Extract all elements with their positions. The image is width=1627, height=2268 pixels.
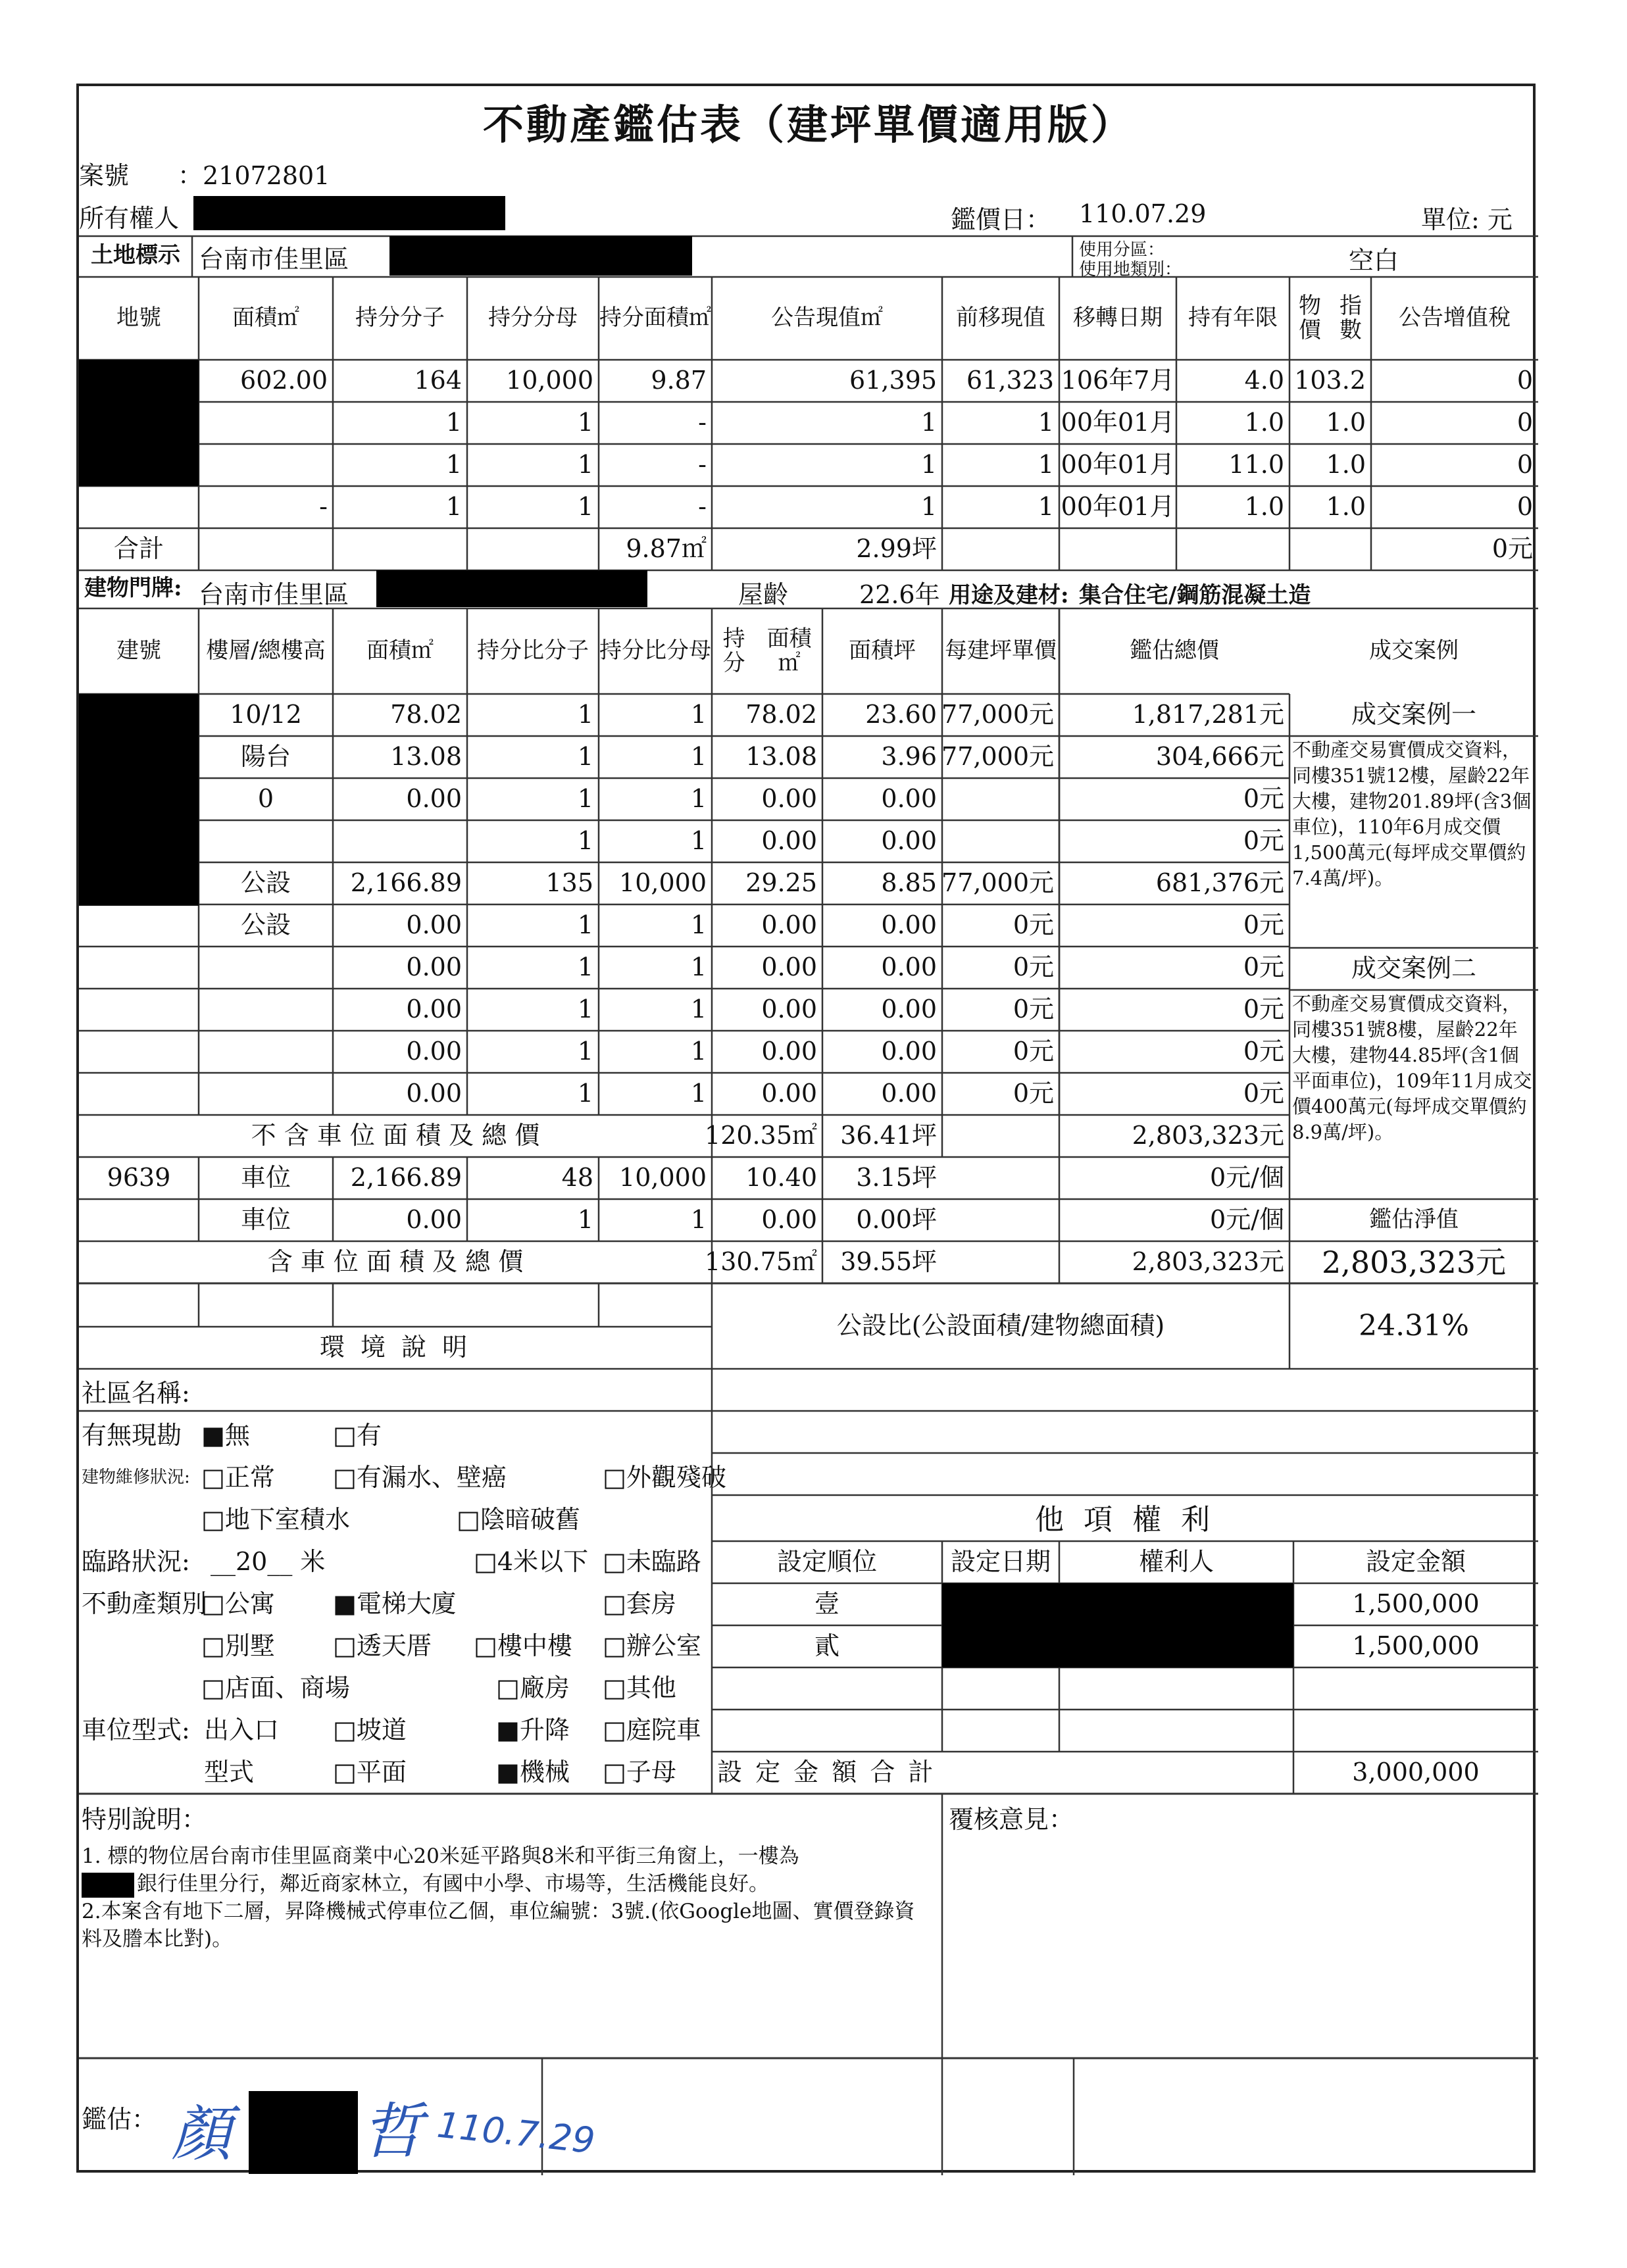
environment-title: 環 境 說 明 <box>319 1333 472 1362</box>
type-shop: □店面、商場 <box>201 1673 350 1702</box>
maintenance-basement: □地下室積水 <box>201 1505 350 1534</box>
land-cell: 4.0 <box>1244 366 1284 395</box>
building-cell: 1 <box>577 784 593 814</box>
building-cell: 681,376元 <box>1155 868 1284 898</box>
land-cell: 1.0 <box>1326 450 1366 480</box>
case-number: ：21072801 <box>178 161 330 190</box>
maintenance-label: 建物維修狀況: <box>82 1467 190 1487</box>
building-header: 持分 面積㎡ <box>722 625 812 676</box>
land-cell: - <box>698 450 707 480</box>
building-cell: 304,666元 <box>1155 742 1284 772</box>
land-header: 前移現值 <box>956 305 1045 332</box>
building-cell: 1 <box>577 910 593 940</box>
rights-title: 他 項 權 利 <box>1035 1502 1215 1537</box>
land-cell: - <box>698 408 707 437</box>
building-cell: 23.60 <box>865 700 937 729</box>
land-cell: 0 <box>1516 366 1533 395</box>
building-cell: 2,166.89 <box>350 868 462 898</box>
land-cell: 1 <box>1038 408 1054 437</box>
road-under4: □4米以下 <box>474 1547 589 1576</box>
redaction-building-number <box>79 694 199 906</box>
land-total-label: 合計 <box>113 534 164 564</box>
building-cell: 0.00 <box>881 1037 937 1066</box>
land-header: 面積㎡ <box>232 305 299 332</box>
land-cell: 10,000 <box>506 366 593 395</box>
building-cell: 0.00 <box>881 910 937 940</box>
zone-value: 空白 <box>1349 246 1399 275</box>
special-line1: 1. 標的物位居台南市佳里區商業中心20米延平路與8米和平街三角窗上，一樓為 <box>82 1844 799 1868</box>
building-cell: 0元 <box>1013 1037 1054 1066</box>
case1-title: 成交案例一 <box>1351 700 1476 729</box>
building-cell <box>79 947 199 989</box>
type-villa: □別墅 <box>201 1631 275 1660</box>
building-header: 鑑估總價 <box>1130 637 1219 664</box>
building-cell: 0.00 <box>761 1079 817 1108</box>
building-cell: 公設 <box>240 868 291 898</box>
parking-cell: 3.15坪 <box>856 1163 937 1193</box>
building-cell: 公設 <box>240 910 291 940</box>
maintenance-exterior: □外觀殘破 <box>603 1463 726 1492</box>
subtotal-excl-ping: 36.41坪 <box>840 1121 937 1150</box>
building-cell <box>199 1073 333 1115</box>
building-header: 樓層/ 總樓高 <box>206 637 326 664</box>
special-line2: 銀行佳里分行，鄰近商家林立，有國中小學、市場等，生活機能良好。 <box>137 1872 769 1896</box>
land-cell <box>79 486 199 528</box>
owner-label: 所有權人 <box>79 204 180 233</box>
building-cell: 1 <box>690 995 707 1024</box>
land-cell: 11.0 <box>1228 450 1284 480</box>
building-cell: 0.00 <box>406 995 462 1024</box>
redaction-appraiser-name <box>249 2091 358 2174</box>
building-cell: 陽台 <box>240 742 291 772</box>
building-cell: 1 <box>690 910 707 940</box>
parking-cell: 2,166.89 <box>350 1163 462 1193</box>
land-cell: 1 <box>1038 450 1054 480</box>
parking-mechanical: ■機械 <box>496 1758 570 1787</box>
land-total-tax: 0元 <box>1491 534 1533 564</box>
valuation-date-label: 鑑價日： <box>951 205 1051 234</box>
building-cell: 78.02 <box>390 700 462 729</box>
property-type-label: 不動產類別 <box>82 1589 207 1618</box>
maintenance-leak: □有漏水、壁癌 <box>333 1463 507 1492</box>
appraiser-label: 鑑估： <box>82 2105 157 2134</box>
subtotal-incl-area: 130.75㎡ <box>705 1247 817 1277</box>
inspection-yes: □有 <box>333 1421 382 1450</box>
parking-cell: 1 <box>690 1205 707 1235</box>
parking-ramp: □坡道 <box>333 1715 407 1744</box>
type-elevator: ■電梯大廈 <box>333 1589 457 1618</box>
building-cell: 0.00 <box>761 952 817 982</box>
age-value: 22.6年 <box>859 580 940 609</box>
land-cell: 1.0 <box>1244 492 1284 522</box>
parking-cell: 0元/個 <box>1210 1163 1284 1193</box>
appraiser-signature-1: 顏 <box>171 2099 232 2169</box>
building-cell: 0.00 <box>881 826 937 856</box>
land-cell: 1 <box>920 408 937 437</box>
land-cell: 164 <box>414 366 462 395</box>
building-label: 建物門牌: <box>84 575 182 602</box>
parking-tandem: □子母 <box>603 1758 676 1787</box>
case2-title: 成交案例二 <box>1351 954 1476 983</box>
building-cell <box>79 1031 199 1073</box>
parking-cell: 車位 <box>240 1205 291 1235</box>
land-header: 持有 年限 <box>1188 305 1278 332</box>
unit-label: 單位: 元 <box>1421 205 1513 234</box>
land-cell: 103.2 <box>1294 366 1366 395</box>
parking-access-label: 出入口 <box>204 1715 280 1744</box>
building-cell: 1 <box>577 700 593 729</box>
land-cell: 1.0 <box>1326 492 1366 522</box>
type-factory: □廠房 <box>496 1673 570 1702</box>
building-cell: 1 <box>690 826 707 856</box>
building-cell: 1 <box>690 952 707 982</box>
building-cell: 0元 <box>1243 995 1284 1024</box>
land-header: 地號 <box>116 305 161 332</box>
building-cell: 13.08 <box>390 742 462 772</box>
parking-lift: ■升降 <box>496 1715 570 1744</box>
parking-cell: 0元/個 <box>1210 1205 1284 1235</box>
redaction-rights-holder <box>942 1583 1293 1667</box>
building-cell: 0.00 <box>406 784 462 814</box>
public-ratio-value: 24.31% <box>1359 1308 1469 1343</box>
building-cell <box>333 820 467 862</box>
valuation-date: 110.07.29 <box>1079 199 1207 228</box>
building-header: 面積 坪 <box>849 637 916 664</box>
redaction-land-address <box>389 236 692 276</box>
land-cell: 1 <box>577 450 593 480</box>
building-cell <box>79 989 199 1031</box>
land-cell: 1.0 <box>1326 408 1366 437</box>
inspection-none: ■無 <box>201 1421 250 1450</box>
case1-text: 不動產交易實價成交資料，同樓351號12樓，屋齡22年大樓，建物201.89坪(含3個車位)，110年6月成交價1,500萬元(每坪成交單價約7.4萬/坪)。 <box>1292 739 1532 889</box>
building-cell: 29.25 <box>745 868 817 898</box>
type-other: □其他 <box>603 1673 676 1702</box>
building-cell: 0.00 <box>406 910 462 940</box>
zone-label-2: 使用地類別： <box>1079 260 1182 280</box>
parking-flat: □平面 <box>333 1758 407 1787</box>
building-cell: 0.00 <box>761 826 817 856</box>
subtotal-excl-total: 2,803,323元 <box>1132 1121 1284 1150</box>
land-cell: 1 <box>445 450 462 480</box>
type-suite: □套房 <box>603 1589 676 1618</box>
building-cell <box>199 989 333 1031</box>
building-cell: 1 <box>690 742 707 772</box>
land-header: 持分面積 ㎡ <box>599 305 711 332</box>
building-header: 建號 <box>116 637 161 664</box>
parking-cell: 9639 <box>107 1163 171 1193</box>
building-cell: 0元 <box>1013 995 1054 1024</box>
building-cell: 0.00 <box>761 910 817 940</box>
land-total-ping: 2.99坪 <box>856 534 937 564</box>
rights-total-value: 3,000,000 <box>1352 1758 1480 1787</box>
road-none: □未臨路 <box>603 1547 701 1576</box>
building-cell: 13.08 <box>745 742 817 772</box>
land-header: 持分 分子 <box>355 305 445 332</box>
rights-cell: 1,500,000 <box>1352 1631 1480 1661</box>
building-cell: 0元 <box>1243 784 1284 814</box>
parking-type-label: 車位型式: <box>82 1715 190 1744</box>
parking-cell: 48 <box>561 1163 593 1193</box>
use-label: 用途及建材: <box>949 582 1069 608</box>
building-header: 每建坪 單價 <box>945 637 1057 664</box>
subtotal-excl-label: 不 含 車 位 面 積 及 總 價 <box>251 1121 540 1150</box>
building-cell <box>199 820 333 862</box>
public-ratio-label: 公設比(公設面積/建物總面積) <box>836 1311 1165 1341</box>
building-cell: 0元 <box>1013 952 1054 982</box>
building-address: 台南市佳里區 <box>199 580 349 609</box>
parking-yard: □庭院車 <box>603 1715 701 1744</box>
rights-header: 設定金額 <box>1365 1547 1466 1577</box>
building-cell: 1 <box>690 700 707 729</box>
building-cell <box>199 947 333 989</box>
building-cell: 0.00 <box>881 952 937 982</box>
land-cell: 1.0 <box>1244 408 1284 437</box>
building-cell: 77,000元 <box>941 742 1054 772</box>
land-cell: 1 <box>445 492 462 522</box>
parking-cell: 0.00 <box>406 1205 462 1235</box>
land-address: 台南市佳里區 <box>199 245 349 274</box>
parking-cell: 車位 <box>240 1163 291 1193</box>
building-cell: 1 <box>577 826 593 856</box>
parking-cell: 10.40 <box>745 1163 817 1193</box>
building-cell: 1 <box>577 742 593 772</box>
building-cell <box>942 820 1059 862</box>
net-value: 2,803,323元 <box>1321 1244 1507 1280</box>
building-cell: 1 <box>577 1037 593 1066</box>
building-cell: 135 <box>545 868 593 898</box>
community-label: 社區名稱: <box>82 1379 190 1408</box>
building-header: 成交案例 <box>1369 637 1459 664</box>
land-cell: 602.00 <box>240 366 328 395</box>
building-cell: 0元 <box>1013 910 1054 940</box>
building-cell: 0元 <box>1243 1037 1284 1066</box>
building-cell: 77,000元 <box>941 868 1054 898</box>
building-cell <box>79 904 199 947</box>
building-cell: 0 <box>257 784 274 814</box>
case-label: 案號 <box>79 161 130 190</box>
building-cell: 10/12 <box>230 700 302 729</box>
building-cell: 1 <box>690 784 707 814</box>
parking-cell <box>79 1199 199 1241</box>
building-cell: 1 <box>577 995 593 1024</box>
rights-header: 設定順位 <box>776 1547 877 1577</box>
case2-text: 不動產交易實價成交資料，同樓351號8樓，屋齡22年大樓，建物44.85坪(含1個平面車位)，109年11月成交價400萬元(每坪成交單價約8.9萬/坪)。 <box>1292 993 1532 1143</box>
appraiser-signature-2: 哲 <box>362 2096 423 2167</box>
age-label: 屋齡 <box>738 580 789 609</box>
redaction-owner <box>193 196 505 230</box>
land-cell: - <box>698 492 707 522</box>
building-cell: 0元 <box>1243 1079 1284 1108</box>
subtotal-incl-label: 含 車 位 面 積 及 總 價 <box>267 1247 524 1277</box>
building-cell <box>942 778 1059 820</box>
building-cell: 0元 <box>1243 910 1284 940</box>
land-cell: 00年01月 <box>1061 450 1175 480</box>
review-title: 覆核意見： <box>949 1805 1074 1834</box>
land-cell: 106年7月 <box>1061 366 1175 395</box>
rights-header: 權利人 <box>1138 1547 1214 1577</box>
net-value-label: 鑑估淨值 <box>1369 1206 1459 1233</box>
land-header: 公告現值㎡ <box>771 305 883 332</box>
land-total-area: 9.87㎡ <box>626 534 707 564</box>
building-header: 持分比 分子 <box>477 637 589 664</box>
inspection-label: 有無現勘 <box>82 1421 182 1450</box>
land-cell: 1 <box>445 408 462 437</box>
building-cell: 0.00 <box>406 1079 462 1108</box>
land-cell: 1 <box>920 492 937 522</box>
redaction-building-address <box>376 570 647 607</box>
redaction-land-number <box>79 360 199 486</box>
building-cell: 1 <box>690 1037 707 1066</box>
rights-cell: 1,500,000 <box>1352 1589 1480 1619</box>
land-cell: 00年01月 <box>1061 492 1175 522</box>
redaction-bank <box>82 1873 134 1898</box>
use-value: 集合住宅/鋼筋混凝土造 <box>1079 582 1311 608</box>
land-header: 物價 指數 <box>1299 292 1362 343</box>
land-cell: 1 <box>1038 492 1054 522</box>
building-cell: 0.00 <box>881 784 937 814</box>
building-cell <box>79 1073 199 1115</box>
land-cell: 9.87 <box>651 366 707 395</box>
land-label: 土地標示 <box>91 242 180 269</box>
rights-cell: 壹 <box>814 1589 839 1619</box>
land-header: 公告 增值稅 <box>1399 305 1511 332</box>
type-townhouse: □透天厝 <box>333 1631 432 1660</box>
type-apartment: □公寓 <box>201 1589 275 1618</box>
building-cell: 0元 <box>1243 826 1284 856</box>
building-cell: 1 <box>690 1079 707 1108</box>
parking-cell: 1 <box>577 1205 593 1235</box>
subtotal-excl-area: 120.35㎡ <box>705 1121 817 1150</box>
zone-label-1: 使用分區： <box>1079 240 1165 260</box>
building-cell: 0.00 <box>406 952 462 982</box>
building-cell: 0元 <box>1243 952 1284 982</box>
land-header: 移轉日期 <box>1073 305 1163 332</box>
type-loft: □樓中樓 <box>474 1631 572 1660</box>
land-cell <box>199 444 333 486</box>
land-cell: 61,323 <box>966 366 1054 395</box>
land-cell: 1 <box>577 492 593 522</box>
special-line3: 2.本案含有地下二層，昇降機械式停車位乙個，車位編號：3號.(依Google地圖、實價登錄資料及謄本比對)。 <box>82 1900 915 1951</box>
building-cell: 0.00 <box>881 1079 937 1108</box>
building-cell: 78.02 <box>745 700 817 729</box>
building-cell: 1 <box>577 1079 593 1108</box>
land-cell: 1 <box>577 408 593 437</box>
building-cell: 0.00 <box>406 1037 462 1066</box>
land-cell: 0 <box>1516 408 1533 437</box>
rights-cell: 貳 <box>814 1631 839 1661</box>
road-width: __20__ 米 <box>211 1547 326 1576</box>
subtotal-incl-ping: 39.55坪 <box>840 1247 937 1277</box>
land-cell: 1 <box>920 450 937 480</box>
land-cell: 61,395 <box>849 366 937 395</box>
building-header: 面積㎡ <box>366 637 434 664</box>
land-cell: - <box>319 492 328 522</box>
building-cell: 10,000 <box>619 868 707 898</box>
building-cell: 0.00 <box>761 1037 817 1066</box>
maintenance-normal: □正常 <box>201 1463 275 1492</box>
appraisal-form <box>76 84 1536 2173</box>
building-cell: 0.00 <box>761 784 817 814</box>
building-cell: 3.96 <box>881 742 937 772</box>
road-label: 臨路狀況: <box>82 1547 190 1576</box>
land-cell <box>199 402 333 444</box>
land-cell: 00年01月 <box>1061 408 1175 437</box>
building-cell: 8.85 <box>881 868 937 898</box>
rights-header: 設定日期 <box>950 1547 1051 1577</box>
subtotal-incl-total: 2,803,323元 <box>1132 1247 1284 1277</box>
building-header: 持分比 分母 <box>599 637 711 664</box>
building-cell <box>199 1031 333 1073</box>
parking-cell: 0.00坪 <box>856 1205 937 1235</box>
building-cell: 1 <box>577 952 593 982</box>
special-title: 特別說明： <box>82 1805 207 1834</box>
parking-form-label: 型式 <box>204 1758 255 1787</box>
page-title: 不動產鑑估表（建坪單價適用版） <box>482 100 1134 149</box>
rights-total-label: 設 定 金 額 合 計 <box>717 1758 936 1787</box>
land-header: 持分 分母 <box>488 305 578 332</box>
building-cell: 0.00 <box>881 995 937 1024</box>
building-cell: 77,000元 <box>941 700 1054 729</box>
land-cell: 0 <box>1516 492 1533 522</box>
land-cell: 0 <box>1516 450 1533 480</box>
maintenance-shabby: □陰暗破舊 <box>457 1505 580 1534</box>
appraiser-signature-date: 110.7.29 <box>435 2104 597 2162</box>
parking-cell: 10,000 <box>619 1163 707 1193</box>
building-cell: 0.00 <box>761 995 817 1024</box>
type-office: □辦公室 <box>603 1631 701 1660</box>
parking-cell: 0.00 <box>761 1205 817 1235</box>
building-cell: 1,817,281元 <box>1132 700 1284 729</box>
building-cell: 0元 <box>1013 1079 1054 1108</box>
